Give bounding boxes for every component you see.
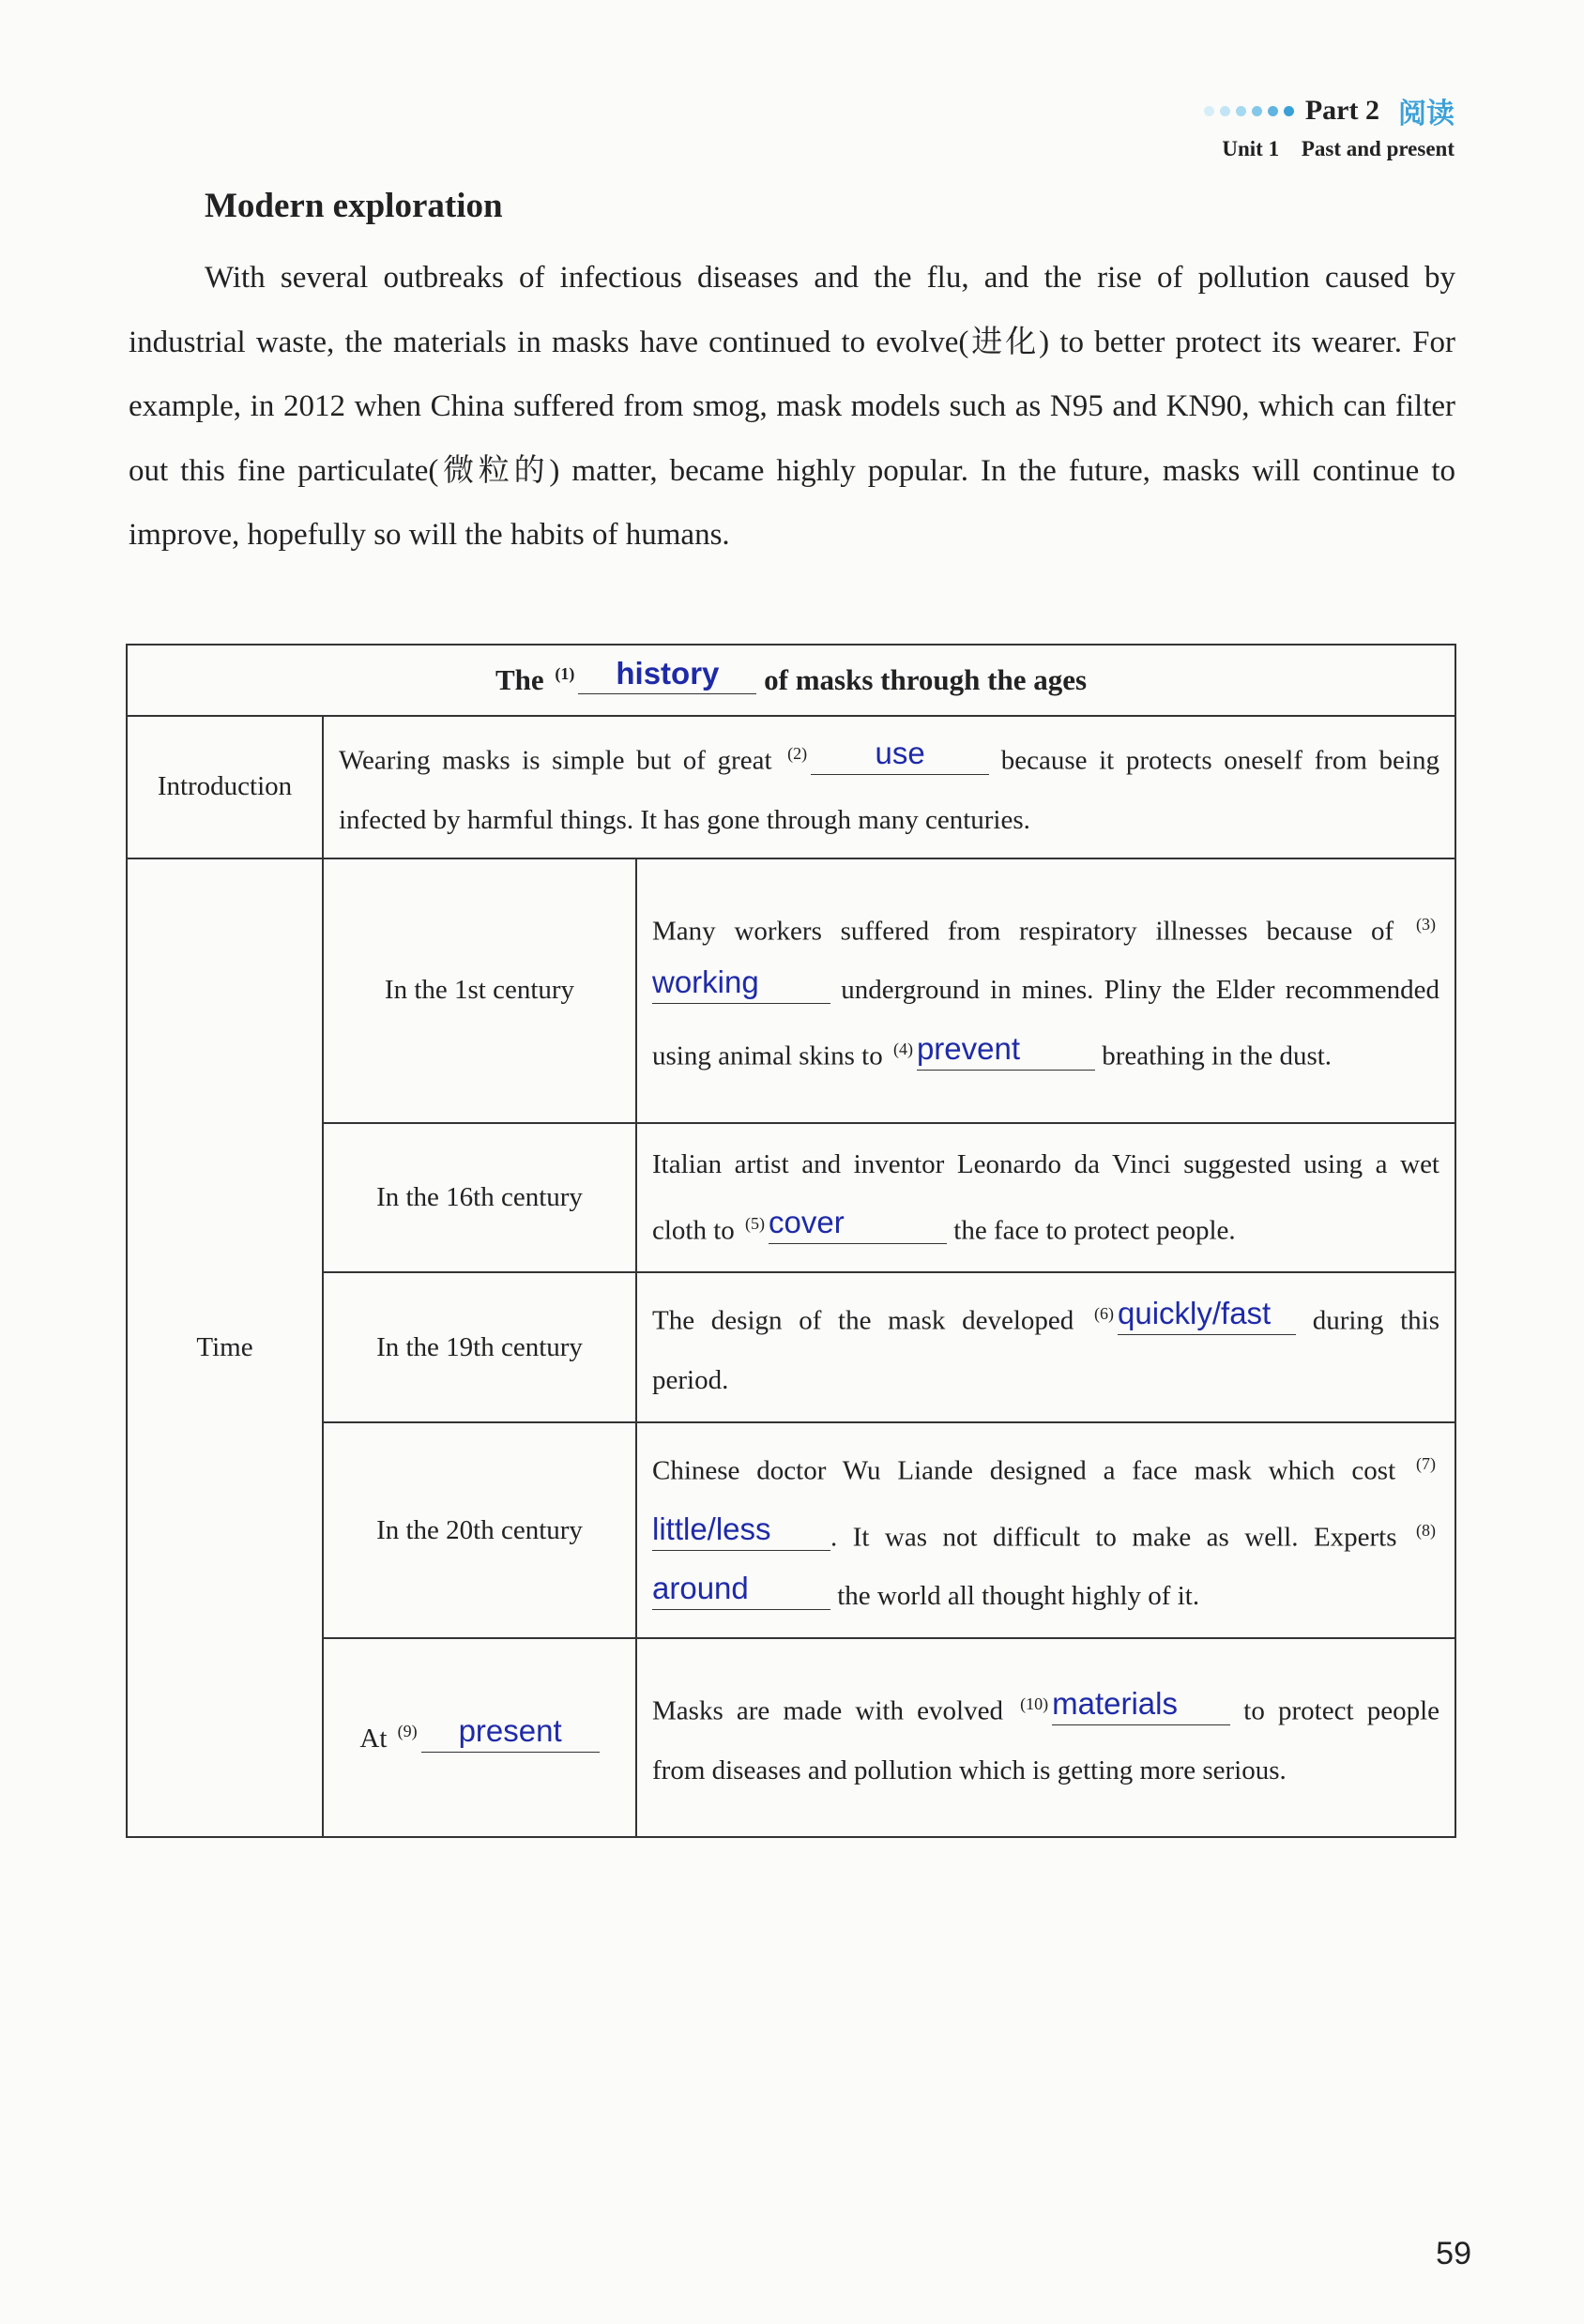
dot-icon — [1268, 106, 1278, 116]
row-label-introduction: Introduction — [127, 716, 323, 858]
text-segment: during this period. — [652, 1305, 1440, 1395]
answer-text: around — [652, 1571, 749, 1606]
answer-blank-2[interactable] — [811, 735, 989, 775]
answer-text: use — [875, 735, 925, 770]
text-segment: breathing in the dust. — [1102, 1040, 1333, 1071]
century-label: In the 1st century — [323, 858, 636, 1123]
dot-icon — [1236, 106, 1246, 116]
table-title-row — [127, 645, 1455, 716]
blank-number: (3) — [1416, 914, 1436, 934]
blank-number: (1) — [555, 663, 575, 683]
century-description — [636, 858, 1455, 1123]
text-segment: the face to protect people. — [953, 1215, 1236, 1246]
text-segment: Masks are made with evolved — [652, 1696, 1003, 1727]
century-label: In the 19th century — [323, 1272, 636, 1422]
answer-blank-4[interactable] — [917, 1030, 1095, 1071]
present-label — [323, 1638, 636, 1837]
header-unit-row — [1204, 137, 1455, 161]
unit-label: Unit 1 — [1222, 137, 1280, 160]
part-chinese-label: 阅读 — [1398, 98, 1455, 130]
answer-text: quickly/fast — [1117, 1295, 1272, 1330]
text-segment: because it protects oneself from being infected by harmful things. It has gone through many centuries. — [339, 745, 1439, 835]
answer-text: present — [458, 1712, 562, 1748]
blank-number: (8) — [1416, 1520, 1437, 1540]
text-segment: . It was not difficult to make as well. Experts — [830, 1522, 1397, 1553]
answer-blank-10[interactable] — [1052, 1685, 1230, 1725]
blank-number: (2) — [787, 744, 808, 763]
text-segment: Italian artist and inventor Leonardo da Vinci suggested using a wet cloth to — [652, 1148, 1439, 1246]
header-part-row — [1204, 90, 1455, 131]
dot-icon — [1252, 106, 1262, 116]
answer-text: prevent — [916, 1030, 1021, 1066]
answer-blank-7[interactable] — [652, 1511, 830, 1551]
part-label: Part 2 — [1304, 95, 1379, 126]
table-row — [127, 716, 1455, 858]
century-label: In the 20th century — [323, 1422, 636, 1638]
blank-number: (6) — [1093, 1304, 1114, 1324]
page-header — [1204, 90, 1455, 161]
answer-text: history — [616, 656, 720, 691]
page-number: 59 — [1436, 2236, 1471, 2271]
present-description — [636, 1638, 1455, 1837]
answer-text: working — [652, 965, 759, 1000]
answer-blank-5[interactable] — [769, 1204, 947, 1244]
text-segment: the world all thought highly of it. — [837, 1581, 1200, 1612]
text-segment: to protect people from diseases and pollution which is getting more serious. — [652, 1696, 1440, 1786]
table-row — [127, 1422, 1455, 1638]
answer-text: little/less — [652, 1511, 771, 1547]
century-description — [636, 1422, 1455, 1638]
century-description — [636, 1272, 1455, 1422]
title-text-post: of masks through the ages — [764, 663, 1088, 696]
table-row — [127, 1638, 1455, 1837]
text-segment: underground in mines. Pliny the Elder recommended using animal skins to — [652, 975, 1439, 1071]
text-segment: Many workers suffered from respiratory illnesses because of — [652, 916, 1394, 947]
answer-text: materials — [1052, 1686, 1178, 1722]
century-description — [636, 1123, 1455, 1273]
blank-number: (7) — [1416, 1453, 1436, 1473]
text-segment: The design of the mask developed — [652, 1305, 1074, 1336]
table-row — [127, 1272, 1455, 1422]
section-title: Modern exploration — [205, 187, 503, 225]
answer-blank-3[interactable] — [652, 964, 830, 1004]
dot-icon — [1204, 106, 1214, 116]
dot-icon — [1220, 106, 1230, 116]
blank-number: (9) — [397, 1722, 418, 1741]
answer-blank-6[interactable] — [1118, 1295, 1296, 1335]
title-text-pre: The — [495, 663, 544, 696]
reading-paragraph: With several outbreaks of infectious diseases and the flu, and the rise of pollution caused by industrial waste, the materials in masks have continued to evolve(进化) to better protect its wearer. For example, in 2012 when China suffered from smog, mask models such as N95 and KN90, which can filter out this fine particulate(微粒的) matter, became highly popular. In the future, masks will continue to improve, hopefully so will the habits of humans. — [129, 261, 1455, 552]
text-segment: Chinese doctor Wu Liande designed a face mask which cost — [652, 1455, 1396, 1486]
text-segment: Wearing masks is simple but of great — [339, 745, 772, 776]
answer-blank-1[interactable] — [578, 655, 756, 694]
table-row — [127, 1123, 1455, 1273]
answer-text: cover — [769, 1205, 845, 1240]
answer-blank-8[interactable] — [652, 1570, 830, 1610]
summary-table — [126, 644, 1456, 1838]
decorative-dots — [1204, 106, 1294, 116]
introduction-text — [323, 716, 1455, 858]
text-segment: At — [359, 1723, 388, 1754]
blank-number: (4) — [892, 1040, 913, 1059]
blank-number: (5) — [745, 1213, 766, 1233]
answer-blank-9[interactable] — [421, 1712, 600, 1753]
row-label-time: Time — [127, 858, 323, 1838]
table-row — [127, 858, 1455, 1123]
century-label: In the 16th century — [323, 1123, 636, 1273]
unit-title: Past and present — [1301, 137, 1455, 160]
dot-icon — [1284, 106, 1294, 116]
table-title — [127, 645, 1455, 716]
blank-number: (10) — [1020, 1694, 1049, 1714]
